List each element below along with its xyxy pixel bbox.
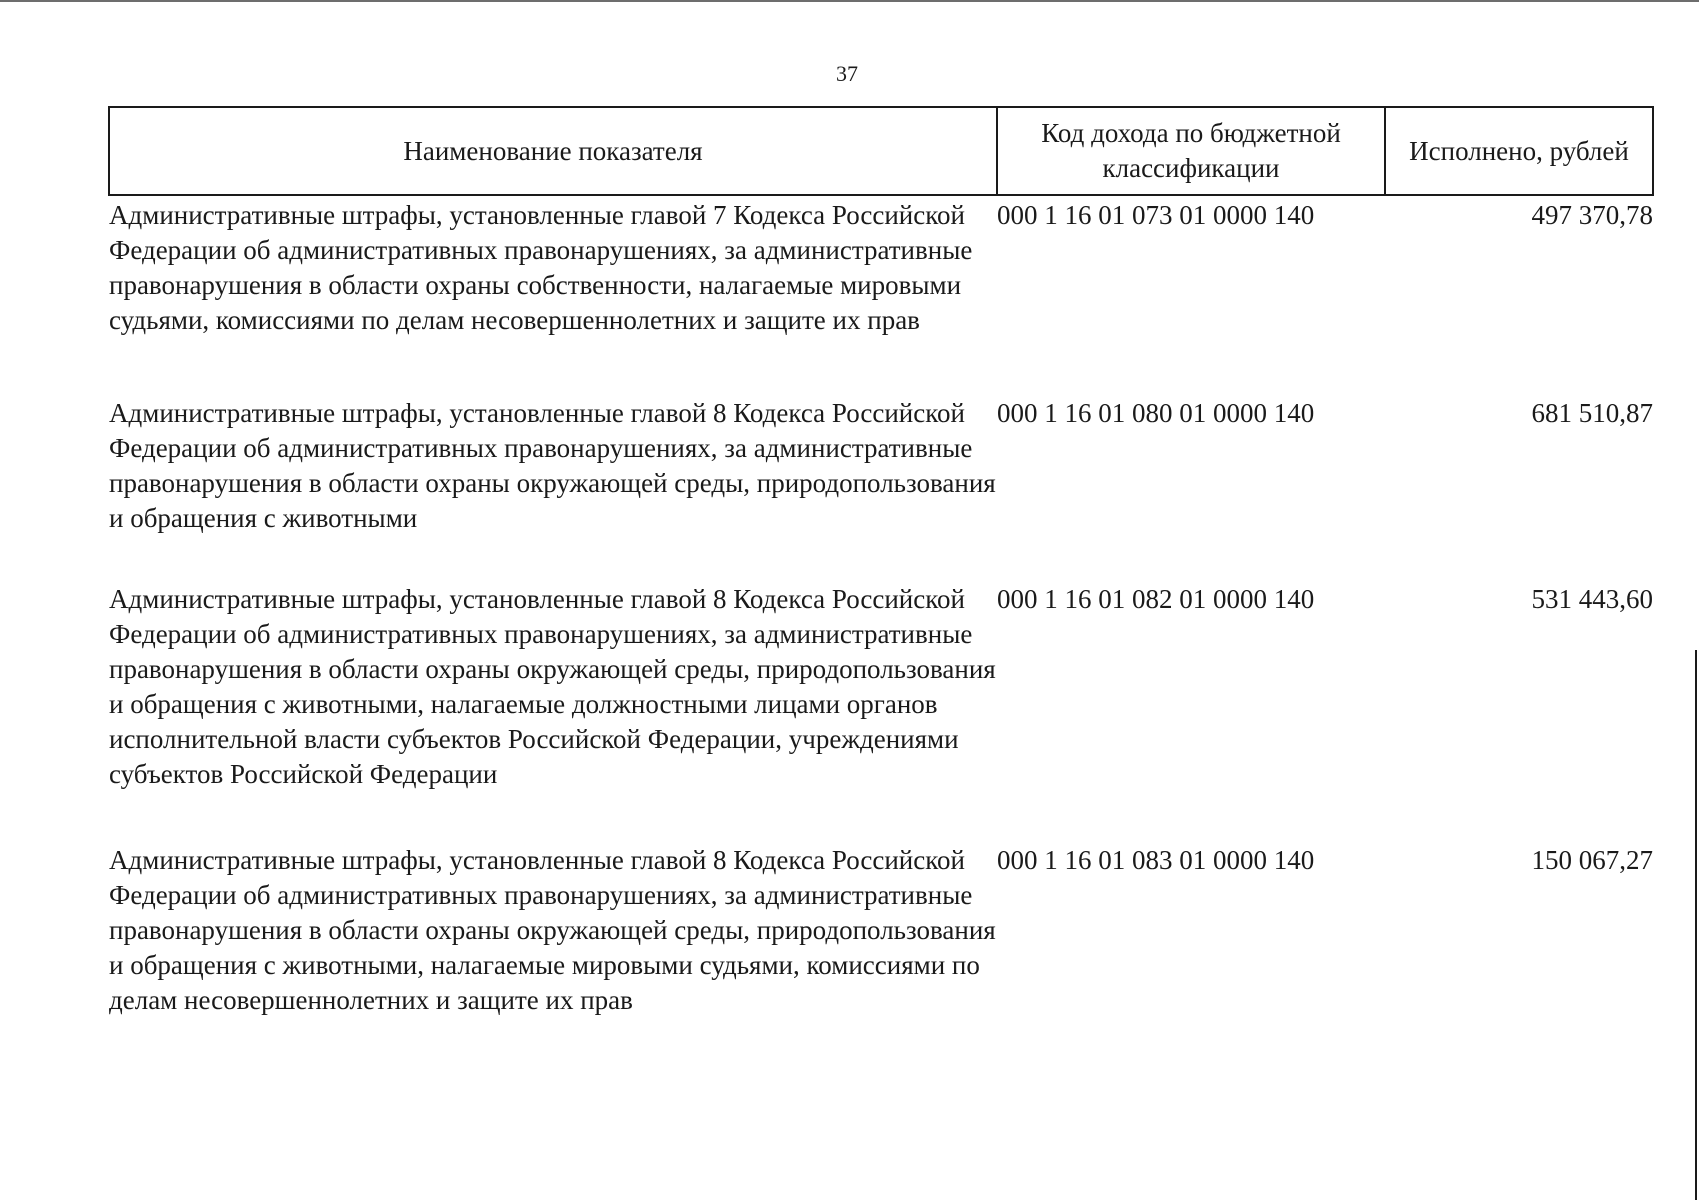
- indicator-name-text: Административные штрафы, установленные главой 7 Кодекса Российской Федерации об административных правонарушениях, за административные правонарушения в области охраны собственности, налагаемые мировыми судьями, комиссиями по делам несовершеннолетних и защите их прав: [109, 200, 973, 335]
- revenue-code-text: 000 1 16 01 082 01 0000 140: [997, 584, 1315, 614]
- revenue-code: [997, 394, 1385, 580]
- executed-amount-text: 681 510,87: [1531, 398, 1653, 428]
- header-name: Наименование показателя: [109, 107, 997, 195]
- revenue-code-text: 000 1 16 01 080 01 0000 140: [997, 398, 1315, 428]
- indicator-name-text: Административные штрафы, установленные главой 8 Кодекса Российской Федерации об административных правонарушениях, за административные правонарушения в области охраны окружающей среды, природопользования и обращения с животными, налагаемые должностными лицами органов исполнительной власти субъектов Российской Федерации, учреждениями субъектов Российской Федерации: [109, 584, 996, 789]
- revenue-code: [997, 195, 1385, 394]
- executed-amount: [1385, 195, 1653, 394]
- table-row: [109, 394, 1653, 580]
- revenue-code-text: 000 1 16 01 073 01 0000 140: [997, 200, 1315, 230]
- page-number: 37: [836, 61, 858, 86]
- revenue-code-text: 000 1 16 01 083 01 0000 140: [997, 845, 1315, 875]
- executed-amount: [1385, 394, 1653, 580]
- table-row: [109, 195, 1653, 394]
- scan-right-edge: [1695, 650, 1697, 1200]
- indicator-name: [109, 394, 997, 580]
- executed-amount-text: 150 067,27: [1531, 845, 1653, 875]
- indicator-name: [109, 580, 997, 841]
- executed-amount-text: 497 370,78: [1531, 200, 1653, 230]
- executed-amount: [1385, 841, 1653, 1061]
- header-amount: Исполнено, рублей: [1385, 107, 1653, 195]
- scan-top-edge: [0, 0, 1699, 2]
- table-row: [109, 841, 1653, 1061]
- revenue-table: [108, 106, 1654, 1061]
- indicator-name: [109, 195, 997, 394]
- indicator-name-text: Административные штрафы, установленные главой 8 Кодекса Российской Федерации об административных правонарушениях, за административные правонарушения в области охраны окружающей среды, природопользования и обращения с животными: [109, 398, 996, 533]
- indicator-name-text: Административные штрафы, установленные главой 8 Кодекса Российской Федерации об административных правонарушениях, за административные правонарушения в области охраны окружающей среды, природопользования и обращения с животными, налагаемые мировыми судьями, комиссиями по делам несовершеннолетних и защите их прав: [109, 845, 996, 1015]
- indicator-name: [109, 841, 997, 1061]
- revenue-code: [997, 580, 1385, 841]
- table-row: [109, 580, 1653, 841]
- revenue-code: [997, 841, 1385, 1061]
- table-header-row: [109, 107, 1653, 195]
- executed-amount: [1385, 580, 1653, 841]
- header-code: Код дохода по бюджетной классификации: [997, 107, 1385, 195]
- executed-amount-text: 531 443,60: [1531, 584, 1653, 614]
